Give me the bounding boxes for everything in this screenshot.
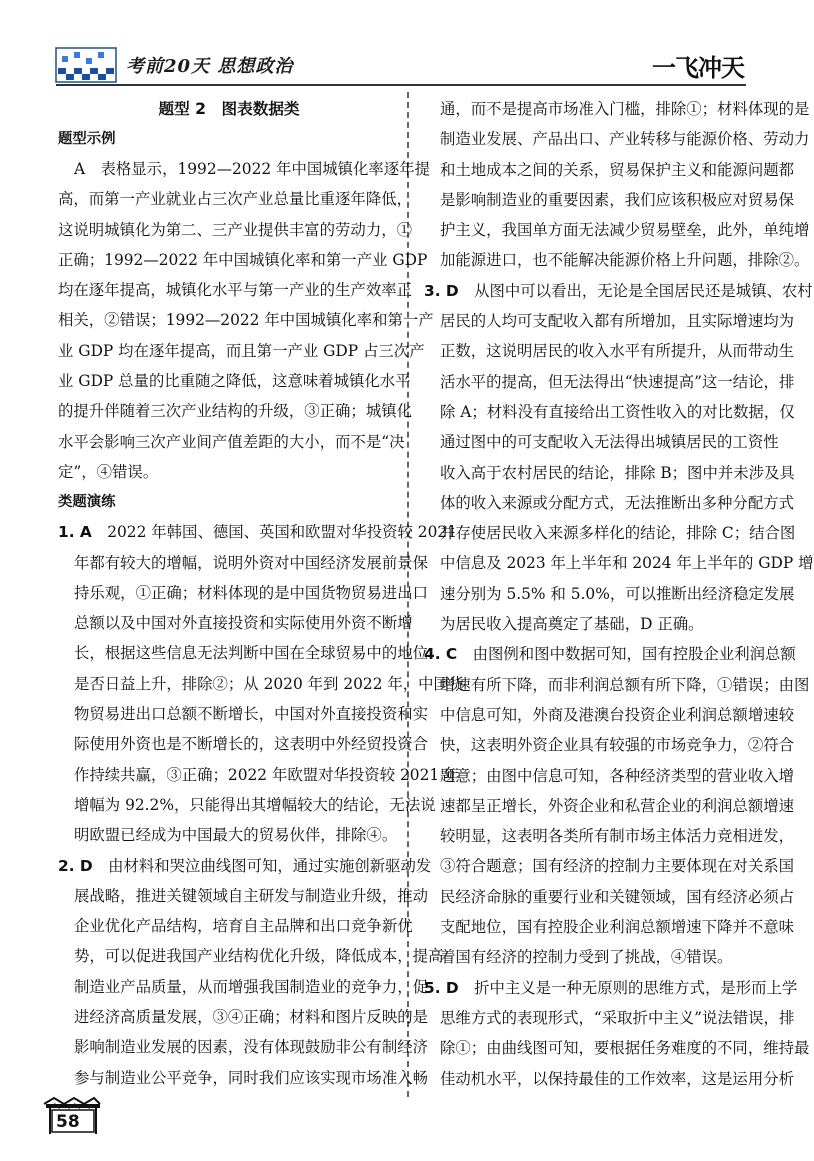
text-line (58, 972, 428, 1002)
text-line (58, 578, 428, 608)
text-line (424, 1064, 794, 1094)
book-title: 考前20天 思想政治 (126, 56, 294, 77)
line-text: 持乐观，①正确；材料体现的是中国货物贸易进出口 (74, 583, 428, 602)
text-line (424, 245, 810, 275)
text-line (424, 851, 794, 881)
answer-number: 4. C (424, 645, 458, 664)
line-text: 作持续共赢，③正确；2022 年欧盟对华投资较 2021 年 (74, 765, 460, 784)
line-text: 并存使居民收入来源多样化的结论，排除 C；结合图 (440, 524, 796, 543)
line-text: ③符合题意；国有经济的控制力主要体现在对关系国 (440, 857, 794, 876)
text-line (58, 215, 412, 245)
practice-answers-right (424, 94, 814, 1094)
line-text: 速分别为 5.5% 和 5.0%，可以推断出经济稳定发展 (440, 584, 795, 603)
text-line (424, 306, 794, 336)
line-text: 思维方式的表现形式，“采取折中主义”说法错误，排 (440, 1008, 795, 1027)
text-line (58, 336, 425, 366)
page-number: 58 (56, 1112, 80, 1132)
line-text: 总额以及中国对外直接投资和实际使用外资不断增 (74, 614, 413, 633)
line-text: 定”，④错误。 (58, 462, 159, 481)
text-line (58, 1063, 428, 1093)
line-text: 通，而不是提高市场准入门槛，排除①；材料体现的是 (440, 100, 810, 118)
line-text: 进经济高质量发展，③④正确；材料和图片反映的是 (74, 1008, 428, 1027)
line-text: 由材料和哭泣曲线图可知，通过实施创新驱动发 (92, 856, 432, 875)
text-line (424, 912, 794, 942)
line-text: 支配地位，国有控股企业利润总额增速下降并不意味 (440, 918, 794, 937)
text-line (58, 396, 412, 426)
text-line (58, 245, 428, 275)
text-line (58, 881, 428, 911)
example-answer (58, 154, 434, 487)
text-line (424, 276, 813, 306)
answer-number: 2. D (58, 856, 93, 875)
text-line (424, 124, 810, 154)
text-line (58, 427, 405, 457)
line-text: 展战略，推进关键领域自主研发与制造业升级，推动 (74, 886, 428, 905)
line-text: 均在逐年提高，城镇化水平与第一产业的生产效率正 (58, 281, 412, 300)
line-text: 通过图中的可支配收入无法得出城镇居民的工资性 (440, 433, 779, 452)
text-line (58, 638, 428, 668)
line-text: 水平会影响三次产业间产值差距的大小，而不是“决 (58, 432, 405, 451)
line-text: 企业优化产品结构，培育自主品牌和出口竞争新优 (74, 917, 413, 936)
line-text: 正确；1992—2022 年中国城镇化率和第一产业 GDP (58, 250, 428, 269)
text-line (424, 185, 794, 215)
text-line (424, 639, 796, 669)
text-line (424, 336, 794, 366)
line-text: 际使用外资也是不断增长的，这表明中外经贸投资合 (74, 735, 428, 754)
text-line (58, 911, 413, 941)
text-line (424, 1003, 795, 1033)
text-line (58, 154, 430, 184)
line-text: 护主义，我国单方面无法减少贸易壁垒，此外，单纯增 (440, 221, 810, 240)
text-line (58, 941, 444, 971)
section-title: 题型 2 图表数据类 (158, 100, 300, 118)
line-text: 增速有所下降，而非利润总额有所下降，①错误；由图 (440, 675, 810, 694)
line-text: 速都呈正增长，外资企业和私营企业的利润总额增速 (440, 796, 794, 815)
text-line (424, 670, 810, 700)
line-text: 活水平的提高，但无法得出“快速提高”这一结论，排 (440, 372, 795, 391)
line-text: 相关，②错误；1992—2022 年中国城镇化率和第一产 (58, 311, 434, 330)
line-text: A 表格显示，1992—2022 年中国城镇化率逐年提 (74, 160, 430, 178)
line-text: 业 GDP 总量的比重随之降低，这意味着城镇化水平 (58, 372, 411, 391)
line-text: 业 GDP 均在逐年提高，而且第一产业 GDP 占三次产 (58, 341, 425, 360)
text-line (58, 517, 457, 547)
text-line (424, 427, 779, 457)
brand-name: 一飞冲天 (652, 54, 744, 82)
line-text: 佳动机水平，以保持最佳的工作效率，这是运用分析 (440, 1069, 794, 1088)
text-line (58, 1002, 428, 1032)
line-text: 着国有经济的控制力受到了挑战，④错误。 (440, 948, 733, 967)
line-text: 民经济命脉的重要行业和关键领域，国有经济必须占 (440, 887, 794, 906)
text-line (58, 548, 428, 578)
line-text: 折中主义是一种无原则的思维方式，是形而上学 (458, 978, 798, 997)
line-text: 除 A；材料没有直接给出工资性收入的对比数据，仅 (440, 402, 795, 421)
line-text: 明欧盟已经成为中国最大的贸易伙伴，排除④。 (74, 826, 398, 845)
text-line (424, 397, 795, 427)
text-line (424, 609, 759, 639)
line-text: 正数，这说明居民的收入水平有所提升，从而带动生 (440, 342, 794, 361)
line-text: 中信息及 2023 年上半年和 2024 年上半年的 GDP 增 (440, 554, 814, 573)
text-line (424, 973, 798, 1003)
text-line (424, 821, 794, 851)
line-text: 从图中可以看出，无论是全国居民还是城镇、农村 (458, 281, 813, 300)
answer-number: 1. A (58, 523, 92, 542)
line-text: 这说明城镇化为第二、三产业提供丰富的劳动力，① (58, 220, 412, 239)
line-text: 加能源进口，也不能解决能源价格上升问题，排除②。 (440, 251, 810, 270)
text-line (424, 518, 796, 548)
line-text: 收入高于农村居民的结论，排除 B；图中并未涉及具 (440, 463, 795, 482)
text-line (424, 882, 794, 912)
line-text: 年都有较大的增幅，说明外资对中国经济发展前景保 (74, 553, 428, 572)
text-line (424, 942, 759, 972)
line-text: 题意；由图中信息可知，各种经济类型的营业收入增 (440, 766, 794, 785)
line-text: 是否日益上升，排除②；从 2020 年到 2022 年，中国货 (74, 674, 465, 693)
line-text: 势，可以促进我国产业结构优化升级，降低成本，提高 (74, 947, 444, 966)
line-text: 体的收入来源或分配方式，无法推断出多种分配方式 (440, 493, 794, 512)
line-text: 长，根据这些信息无法判断中国在全球贸易中的地位 (74, 644, 428, 663)
text-line (58, 184, 412, 214)
text-line (424, 548, 814, 578)
text-line (58, 669, 465, 699)
checker-logo-icon (56, 48, 116, 82)
line-text: 由图例和图中数据可知，国有控股企业利润总额 (457, 645, 796, 664)
right-column (424, 94, 814, 1094)
text-line (424, 791, 794, 821)
text-line (424, 700, 794, 730)
text-line (58, 608, 413, 638)
text-line (424, 367, 795, 397)
line-text: 较明显，这表明各类所有制市场主体活力竞相迸发， (440, 827, 794, 846)
text-line (424, 94, 810, 124)
text-line (424, 761, 794, 791)
line-text: 的提升伴随着三次产业结构的升级，③正确；城镇化 (58, 402, 412, 421)
line-text: 高，而第一产业就业占三次产业总量比重逐年降低， (58, 190, 412, 209)
line-text: 参与制造业公平竞争，同时我们应该实现市场准入畅 (74, 1068, 428, 1087)
text-line (58, 366, 411, 396)
line-text: 为居民收入提高奠定了基础，D 正确。 (440, 615, 704, 634)
text-line (424, 579, 795, 609)
page-header (0, 0, 800, 92)
text-line (424, 155, 794, 185)
line-text: 制造业发展、产品出口、产业转移与能源价格、劳动力 (440, 130, 810, 149)
text-line (58, 820, 400, 850)
header-logo (56, 48, 116, 82)
line-text: 2022 年韩国、德国、英国和欧盟对华投资较 2021 (91, 523, 457, 542)
text-line (58, 729, 428, 759)
line-text: 是影响制造业的重要因素，我们应该积极应对贸易保 (440, 190, 794, 209)
line-text: 和土地成本之间的关系，贸易保护主义和能源问题都 (440, 160, 794, 179)
text-line (58, 1032, 428, 1062)
example-heading: 题型示例 (58, 131, 116, 147)
text-line (424, 458, 795, 488)
text-line (424, 1033, 810, 1063)
line-text: 除①；由曲线图可知，要根据任务难度的不同，维持最 (440, 1039, 810, 1058)
line-text: 增幅为 92.2%，只能得出其增幅较大的结论，无法说 (74, 795, 436, 814)
text-line (58, 851, 432, 881)
answer-number: 3. D (424, 281, 459, 300)
line-text: 制造业产品质量，从而增强我国制造业的竞争力，促 (74, 977, 428, 996)
line-text: 居民的人均可支配收入都有所增加，且实际增速均为 (440, 312, 794, 331)
text-line (424, 730, 794, 760)
text-line (424, 215, 810, 245)
line-text: 物贸易进出口总额不断增长，中国对外直接投资和实 (74, 705, 428, 724)
text-line (58, 790, 436, 820)
text-line (58, 305, 434, 335)
practice-heading: 类题演练 (58, 494, 116, 511)
line-text: 影响制造业发展的因素，没有体现鼓励非公有制经济 (74, 1038, 428, 1057)
text-line (424, 488, 794, 518)
text-line (58, 699, 428, 729)
text-line (58, 760, 460, 790)
answer-number: 5. D (424, 978, 459, 997)
header-divider (56, 84, 746, 86)
text-line (58, 457, 400, 487)
line-text: 中信息可知，外商及港澳台投资企业利润总额增速较 (440, 705, 794, 724)
text-line (58, 275, 412, 305)
line-text: 快，这表明外资企业具有较强的市场竞争力，②符合 (440, 736, 794, 755)
